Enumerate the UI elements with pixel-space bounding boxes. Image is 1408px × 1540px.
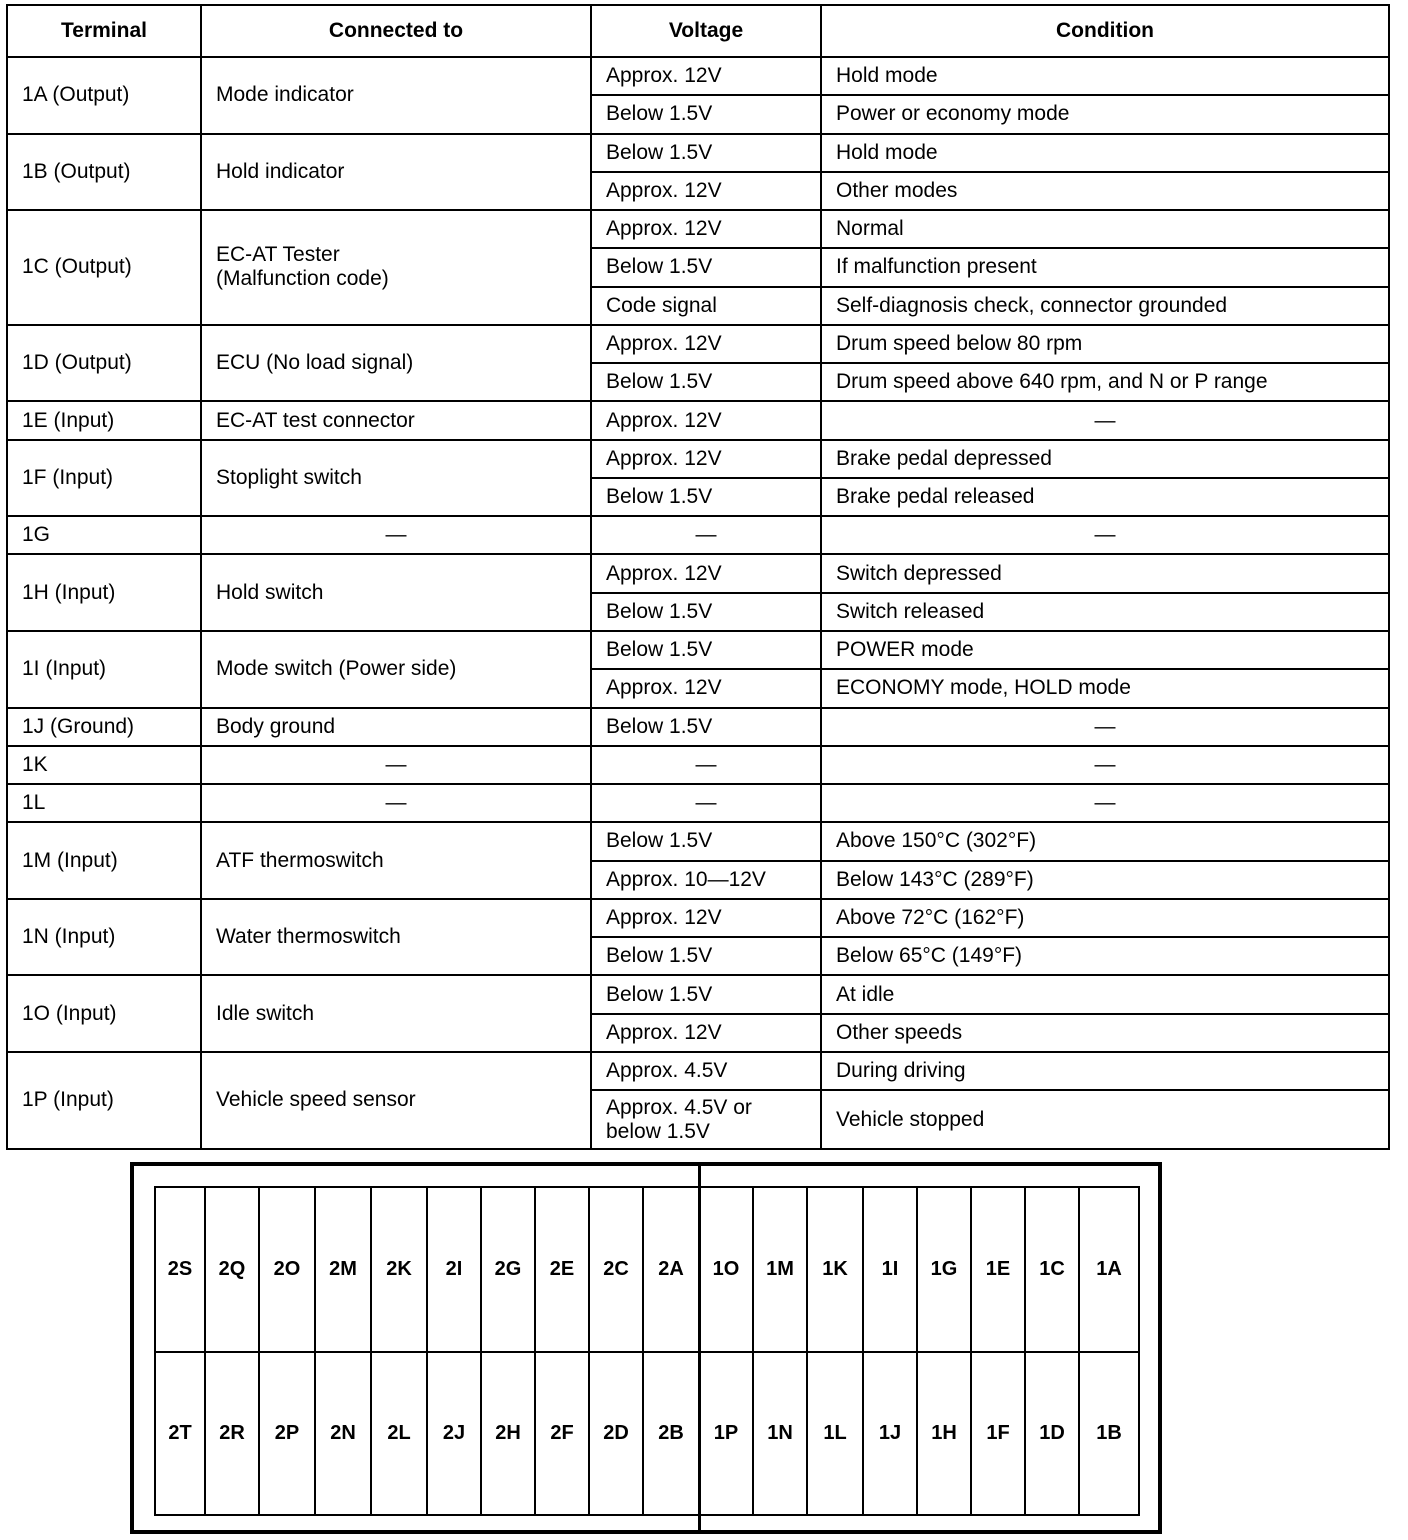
voltage-cell: Below 1.5V bbox=[591, 363, 821, 401]
connected-to-cell: Water thermoswitch bbox=[201, 899, 591, 976]
pin-2a: 2A bbox=[644, 1188, 700, 1351]
voltage-cell: Below 1.5V bbox=[591, 937, 821, 975]
table-row bbox=[7, 325, 1389, 363]
pin-2n: 2N bbox=[316, 1353, 372, 1514]
voltage-cell: Approx. 12V bbox=[591, 1014, 821, 1052]
pin-1b: 1B bbox=[1096, 1422, 1122, 1444]
condition-cell: Above 150°C (302°F) bbox=[821, 822, 1389, 860]
terminal-cell: 1F (Input) bbox=[7, 440, 201, 517]
condition-cell: — bbox=[821, 401, 1389, 439]
pin-2m: 2M bbox=[316, 1188, 372, 1351]
voltage-cell: Below 1.5V bbox=[591, 134, 821, 172]
condition-cell: Below 143°C (289°F) bbox=[821, 861, 1389, 899]
condition-cell: Vehicle stopped bbox=[821, 1090, 1389, 1149]
connected-to-cell: Body ground bbox=[201, 708, 591, 746]
voltage-cell: Below 1.5V bbox=[591, 248, 821, 286]
connected-to-cell: EC-AT test connector bbox=[201, 401, 591, 439]
table-row bbox=[7, 401, 1389, 439]
condition-cell: Hold mode bbox=[821, 57, 1389, 95]
connected-to-cell: Mode indicator bbox=[201, 57, 591, 134]
table-row bbox=[7, 631, 1389, 669]
pin-2s: 2S bbox=[156, 1188, 206, 1351]
pin-1e: 1E bbox=[972, 1188, 1026, 1351]
terminal-cell: 1H (Input) bbox=[7, 554, 201, 631]
voltage-cell: Approx. 12V bbox=[591, 210, 821, 248]
connected-to-cell: Hold switch bbox=[201, 554, 591, 631]
voltage-cell: Approx. 10—12V bbox=[591, 861, 821, 899]
pin-2k: 2K bbox=[372, 1188, 428, 1351]
connector-pin-grid bbox=[154, 1186, 1140, 1516]
voltage-cell: Code signal bbox=[591, 287, 821, 325]
voltage-cell: Approx. 12V bbox=[591, 669, 821, 707]
connected-to-cell: — bbox=[201, 516, 591, 554]
pin-1j: 1J bbox=[864, 1353, 918, 1514]
connected-to-cell: — bbox=[201, 784, 591, 822]
condition-cell: ECONOMY mode, HOLD mode bbox=[821, 669, 1389, 707]
condition-cell: Power or economy mode bbox=[821, 95, 1389, 133]
condition-cell: Normal bbox=[821, 210, 1389, 248]
voltage-cell: Approx. 12V bbox=[591, 554, 821, 592]
condition-cell: Below 65°C (149°F) bbox=[821, 937, 1389, 975]
table-row bbox=[7, 975, 1389, 1013]
voltage-cell: Below 1.5V bbox=[591, 975, 821, 1013]
condition-cell: — bbox=[821, 516, 1389, 554]
pin-row-top bbox=[156, 1188, 1138, 1351]
pin-1p: 1P bbox=[700, 1353, 754, 1514]
pin-1i: 1I bbox=[864, 1188, 918, 1351]
voltage-cell: Below 1.5V bbox=[591, 822, 821, 860]
condition-cell: During driving bbox=[821, 1052, 1389, 1090]
table-row bbox=[7, 440, 1389, 478]
header-terminal: Terminal bbox=[7, 5, 201, 57]
connected-to-cell: Vehicle speed sensor bbox=[201, 1052, 591, 1149]
connected-to-cell: Hold indicator bbox=[201, 134, 591, 211]
voltage-cell: Approx. 12V bbox=[591, 401, 821, 439]
table-row bbox=[7, 554, 1389, 592]
voltage-cell: Below 1.5V bbox=[591, 631, 821, 669]
pin-2c: 2C bbox=[590, 1188, 644, 1351]
condition-cell: Brake pedal released bbox=[821, 478, 1389, 516]
table-row bbox=[7, 708, 1389, 746]
connected-to-cell: — bbox=[201, 746, 591, 784]
terminal-cell: 1M (Input) bbox=[7, 822, 201, 899]
voltage-cell: Below 1.5V bbox=[591, 593, 821, 631]
table-row bbox=[7, 822, 1389, 860]
pin-2q: 2Q bbox=[206, 1188, 260, 1351]
voltage-cell: Below 1.5V bbox=[591, 708, 821, 746]
voltage-cell: — bbox=[591, 784, 821, 822]
pin-2p: 2P bbox=[260, 1353, 316, 1514]
pin-2d: 2D bbox=[590, 1353, 644, 1514]
connected-to-cell: Idle switch bbox=[201, 975, 591, 1052]
pin-1d: 1D bbox=[1026, 1353, 1080, 1514]
pin-row-bottom bbox=[156, 1351, 1138, 1514]
pin-1l: 1L bbox=[808, 1353, 864, 1514]
condition-cell: POWER mode bbox=[821, 631, 1389, 669]
connected-to-cell: Mode switch (Power side) bbox=[201, 631, 591, 708]
terminal-cell: 1O (Input) bbox=[7, 975, 201, 1052]
connected-to-cell: Stoplight switch bbox=[201, 440, 591, 517]
voltage-cell: Approx. 12V bbox=[591, 172, 821, 210]
condition-cell: Self-diagnosis check, connector grounded bbox=[821, 287, 1389, 325]
pin-2j: 2J bbox=[428, 1353, 482, 1514]
condition-cell: If malfunction present bbox=[821, 248, 1389, 286]
connected-to-cell: ATF thermoswitch bbox=[201, 822, 591, 899]
condition-cell: At idle bbox=[821, 975, 1389, 1013]
voltage-cell: Approx. 12V bbox=[591, 325, 821, 363]
terminal-cell: 1D (Output) bbox=[7, 325, 201, 402]
table-row bbox=[7, 57, 1389, 95]
pin-2t: 2T bbox=[156, 1353, 206, 1514]
terminal-cell: 1P (Input) bbox=[7, 1052, 201, 1149]
pin-1o: 1O bbox=[700, 1188, 754, 1351]
voltage-cell: Approx. 4.5V or below 1.5V bbox=[591, 1090, 821, 1149]
pin-1g: 1G bbox=[918, 1188, 972, 1351]
pin-1a: 1A bbox=[1096, 1258, 1122, 1280]
table-row bbox=[7, 899, 1389, 937]
table-header-row bbox=[7, 5, 1389, 57]
pin-1m: 1M bbox=[754, 1188, 808, 1351]
pin-2o: 2O bbox=[260, 1188, 316, 1351]
pin-1c: 1C bbox=[1026, 1188, 1080, 1351]
pin-2r: 2R bbox=[206, 1353, 260, 1514]
terminal-cell: 1N (Input) bbox=[7, 899, 201, 976]
voltage-cell: Approx. 12V bbox=[591, 440, 821, 478]
condition-cell: — bbox=[821, 708, 1389, 746]
header-connected-to: Connected to bbox=[201, 5, 591, 57]
terminal-cell: 1A (Output) bbox=[7, 57, 201, 134]
pin-2g: 2G bbox=[482, 1188, 536, 1351]
table-row bbox=[7, 784, 1389, 822]
condition-cell: Other speeds bbox=[821, 1014, 1389, 1052]
table-row bbox=[7, 746, 1389, 784]
pin-1f: 1F bbox=[972, 1353, 1026, 1514]
voltage-cell: Approx. 12V bbox=[591, 899, 821, 937]
condition-cell: Switch released bbox=[821, 593, 1389, 631]
voltage-cell: Approx. 12V bbox=[591, 57, 821, 95]
voltage-cell: Below 1.5V bbox=[591, 95, 821, 133]
pin-2f: 2F bbox=[536, 1353, 590, 1514]
condition-cell: Switch depressed bbox=[821, 554, 1389, 592]
pin-2i: 2I bbox=[428, 1188, 482, 1351]
header-condition: Condition bbox=[821, 5, 1389, 57]
condition-cell: Drum speed above 640 rpm, and N or P range bbox=[821, 363, 1389, 401]
condition-cell: — bbox=[821, 746, 1389, 784]
table-row bbox=[7, 134, 1389, 172]
terminal-cell: 1I (Input) bbox=[7, 631, 201, 708]
table-row bbox=[7, 1052, 1389, 1090]
condition-cell: Drum speed below 80 rpm bbox=[821, 325, 1389, 363]
condition-cell: Above 72°C (162°F) bbox=[821, 899, 1389, 937]
pin-1n: 1N bbox=[754, 1353, 808, 1514]
table-row bbox=[7, 516, 1389, 554]
terminal-cell: 1G bbox=[7, 516, 201, 554]
table-row bbox=[7, 210, 1389, 248]
terminal-cell: 1B (Output) bbox=[7, 134, 201, 211]
voltage-cell: — bbox=[591, 516, 821, 554]
terminal-cell: 1K bbox=[7, 746, 201, 784]
connected-to-cell: ECU (No load signal) bbox=[201, 325, 591, 402]
pin-2b: 2B bbox=[644, 1353, 700, 1514]
connector-diagram bbox=[130, 1162, 1162, 1534]
condition-cell: Other modes bbox=[821, 172, 1389, 210]
voltage-cell: — bbox=[591, 746, 821, 784]
voltage-cell: Below 1.5V bbox=[591, 478, 821, 516]
pin-1h: 1H bbox=[918, 1353, 972, 1514]
terminal-cell: 1L bbox=[7, 784, 201, 822]
pin-2e: 2E bbox=[536, 1188, 590, 1351]
pin-2h: 2H bbox=[482, 1353, 536, 1514]
voltage-cell: Approx. 4.5V bbox=[591, 1052, 821, 1090]
pin-2l: 2L bbox=[372, 1353, 428, 1514]
condition-cell: — bbox=[821, 784, 1389, 822]
terminal-cell: 1C (Output) bbox=[7, 210, 201, 325]
connected-to-cell: EC-AT Tester (Malfunction code) bbox=[201, 210, 591, 325]
terminal-cell: 1E (Input) bbox=[7, 401, 201, 439]
header-voltage: Voltage bbox=[591, 5, 821, 57]
terminal-cell: 1J (Ground) bbox=[7, 708, 201, 746]
condition-cell: Brake pedal depressed bbox=[821, 440, 1389, 478]
terminal-spec-table bbox=[6, 4, 1390, 1150]
condition-cell: Hold mode bbox=[821, 134, 1389, 172]
pin-1k: 1K bbox=[808, 1188, 864, 1351]
